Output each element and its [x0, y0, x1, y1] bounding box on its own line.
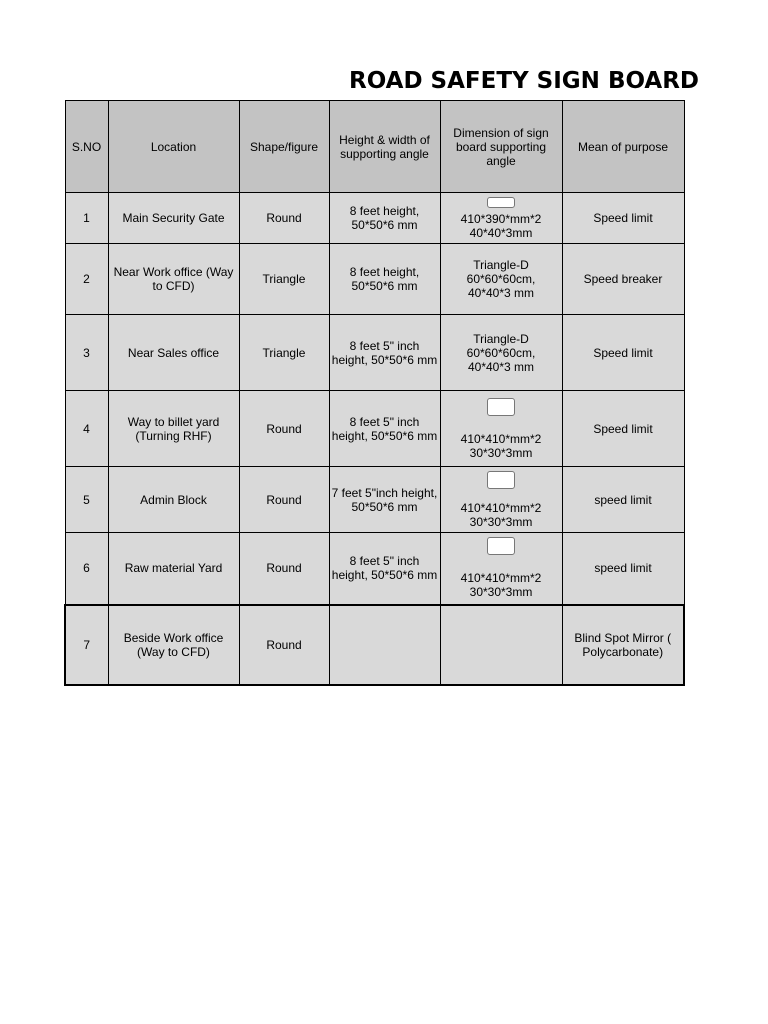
cell-purpose: Speed limit [562, 315, 684, 391]
cell-sno: 5 [65, 467, 108, 533]
cell-location: Near Sales office [108, 315, 239, 391]
cell-dimension-line1: Triangle-D 60*60*60cm, [466, 258, 536, 286]
rectangle-sign-icon [487, 471, 515, 489]
cell-height: 7 feet 5"inch height, 50*50*6 mm [329, 467, 440, 533]
cell-dimension [440, 315, 562, 391]
header-location: Location [108, 101, 239, 193]
cell-purpose: Speed limit [562, 193, 684, 244]
header-row [65, 101, 684, 193]
cell-dimension [440, 605, 562, 685]
cell-height [329, 605, 440, 685]
cell-height: 8 feet 5" inch height, 50*50*6 mm [329, 533, 440, 605]
cell-sno: 6 [65, 533, 108, 605]
cell-sno: 3 [65, 315, 108, 391]
cell-sno: 7 [65, 605, 108, 685]
cell-location: Beside Work office (Way to CFD) [108, 605, 239, 685]
cell-shape: Round [239, 605, 329, 685]
cell-shape: Triangle [239, 315, 329, 391]
cell-location: Way to billet yard (Turning RHF) [108, 391, 239, 467]
cell-shape: Round [239, 467, 329, 533]
cell-dimension [440, 244, 562, 315]
table-row [65, 533, 684, 605]
cell-dimension [440, 467, 562, 533]
cell-purpose: speed limit [562, 533, 684, 605]
header-purpose: Mean of purpose [562, 101, 684, 193]
cell-sno: 1 [65, 193, 108, 244]
cell-height: 8 feet height, 50*50*6 mm [329, 244, 440, 315]
cell-sno: 2 [65, 244, 108, 315]
rectangle-sign-icon [487, 197, 515, 208]
cell-dimension [440, 533, 562, 605]
page-title: ROAD SAFETY SIGN BOARD [349, 68, 700, 94]
cell-dimension-line1: 410*390*mm*2 [460, 211, 542, 226]
table-row [65, 193, 684, 244]
rectangle-sign-icon [487, 398, 515, 416]
cell-dimension-line2: 40*40*3mm [469, 225, 533, 240]
cell-shape: Round [239, 193, 329, 244]
rectangle-sign-icon [487, 537, 515, 555]
cell-location: Main Security Gate [108, 193, 239, 244]
cell-location: Near Work office (Way to CFD) [108, 244, 239, 315]
table-row [65, 467, 684, 533]
cell-dimension-line1: 410*410*mm*2 [460, 500, 542, 515]
cell-dimension-line2: 30*30*3mm [469, 585, 533, 600]
sign-board-table [64, 100, 685, 686]
header-height-width: Height & width of supporting angle [329, 101, 440, 193]
cell-dimension-line1: 410*410*mm*2 [460, 431, 542, 446]
cell-dimension-line2: 40*40*3 mm [467, 286, 535, 300]
cell-purpose: Speed breaker [562, 244, 684, 315]
cell-shape: Round [239, 533, 329, 605]
cell-dimension-line2: 30*30*3mm [469, 514, 533, 529]
cell-height: 8 feet height, 50*50*6 mm [329, 193, 440, 244]
header-dimension: Dimension of sign board supporting angle [440, 101, 562, 193]
cell-dimension [440, 391, 562, 467]
cell-purpose: Speed limit [562, 391, 684, 467]
table-row [65, 244, 684, 315]
cell-purpose: Blind Spot Mirror ( Polycarbonate) [562, 605, 684, 685]
cell-location: Admin Block [108, 467, 239, 533]
cell-height: 8 feet 5" inch height, 50*50*6 mm [329, 391, 440, 467]
cell-height: 8 feet 5" inch height, 50*50*6 mm [329, 315, 440, 391]
table-row [65, 391, 684, 467]
cell-dimension-line2: 40*40*3 mm [467, 359, 535, 374]
cell-purpose: speed limit [562, 467, 684, 533]
cell-dimension-line1: 410*410*mm*2 [460, 571, 542, 586]
table-row [65, 315, 684, 391]
table-row [65, 605, 684, 685]
cell-sno: 4 [65, 391, 108, 467]
header-sno: S.NO [65, 101, 108, 193]
cell-shape: Triangle [239, 244, 329, 315]
cell-dimension-line2: 30*30*3mm [469, 445, 533, 460]
cell-dimension [440, 193, 562, 244]
header-shape: Shape/figure [239, 101, 329, 193]
cell-dimension-line1: Triangle-D 60*60*60cm, [466, 331, 536, 360]
cell-location: Raw material Yard [108, 533, 239, 605]
cell-shape: Round [239, 391, 329, 467]
